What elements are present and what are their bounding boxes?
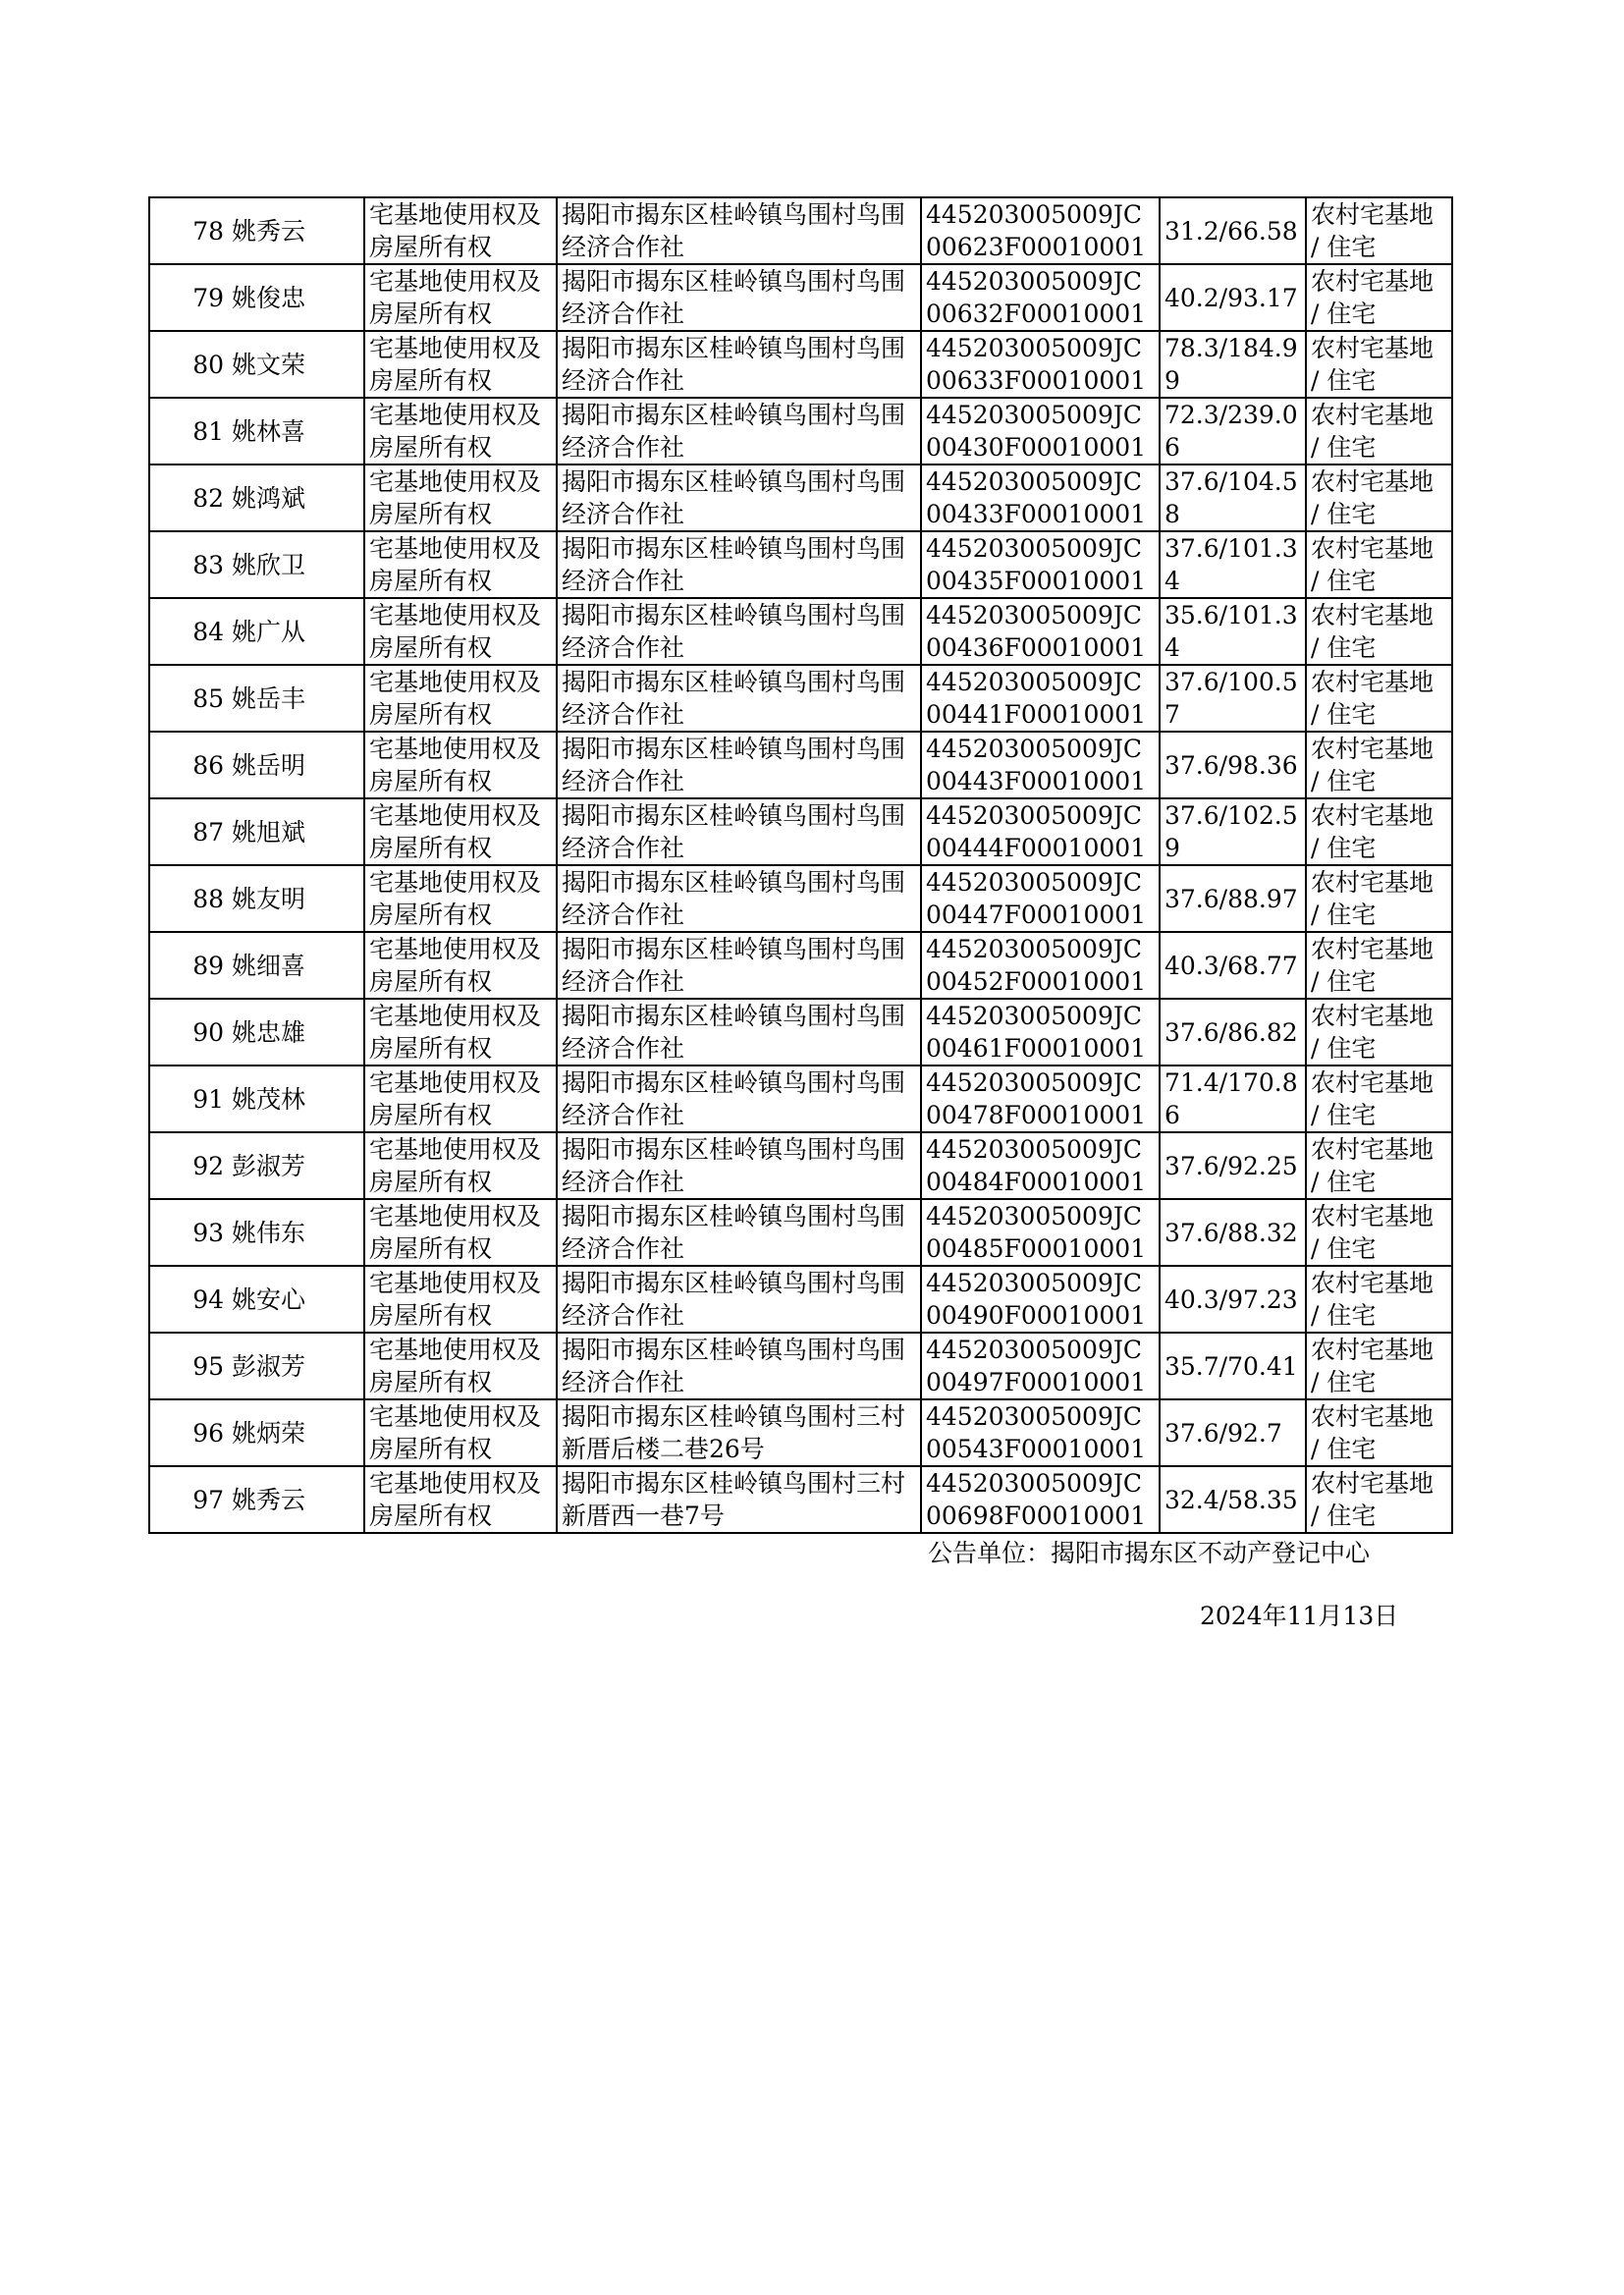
right-type: 宅基地使用权及房屋所有权	[364, 1466, 557, 1533]
land-use: 农村宅基地 / 住宅	[1306, 798, 1452, 865]
area-value: 37.6/102.59	[1160, 798, 1306, 865]
property-location: 揭阳市揭东区桂岭镇鸟围村鸟围经济合作社	[557, 531, 921, 598]
table-row	[149, 398, 1452, 464]
property-location: 揭阳市揭东区桂岭镇鸟围村鸟围经济合作社	[557, 1266, 921, 1333]
property-location: 揭阳市揭东区桂岭镇鸟围村鸟围经济合作社	[557, 1333, 921, 1399]
land-use: 农村宅基地 / 住宅	[1306, 331, 1452, 398]
land-use: 农村宅基地 / 住宅	[1306, 1466, 1452, 1533]
unit-number: 445203005009JC00441F00010001	[921, 665, 1160, 732]
property-location: 揭阳市揭东区桂岭镇鸟围村鸟围经济合作社	[557, 1132, 921, 1199]
unit-number: 445203005009JC00443F00010001	[921, 732, 1160, 798]
row-number: 95	[149, 1333, 228, 1399]
right-type: 宅基地使用权及房屋所有权	[364, 531, 557, 598]
property-location: 揭阳市揭东区桂岭镇鸟围村鸟围经济合作社	[557, 798, 921, 865]
row-number: 88	[149, 865, 228, 932]
property-location: 揭阳市揭东区桂岭镇鸟围村鸟围经济合作社	[557, 932, 921, 999]
unit-number: 445203005009JC00623F00010001	[921, 197, 1160, 264]
land-use: 农村宅基地 / 住宅	[1306, 665, 1452, 732]
property-location: 揭阳市揭东区桂岭镇鸟围村三村新厝西一巷7号	[557, 1466, 921, 1533]
table-row	[149, 865, 1452, 932]
land-use: 农村宅基地 / 住宅	[1306, 1399, 1452, 1466]
owner-name: 姚林喜	[228, 398, 364, 464]
row-number: 94	[149, 1266, 228, 1333]
row-number: 86	[149, 732, 228, 798]
area-value: 37.6/92.25	[1160, 1132, 1306, 1199]
row-number: 91	[149, 1066, 228, 1132]
area-value: 37.6/88.32	[1160, 1199, 1306, 1266]
area-value: 71.4/170.86	[1160, 1066, 1306, 1132]
row-number: 83	[149, 531, 228, 598]
property-location: 揭阳市揭东区桂岭镇鸟围村三村新厝后楼二巷26号	[557, 1399, 921, 1466]
right-type: 宅基地使用权及房屋所有权	[364, 398, 557, 464]
table-row	[149, 999, 1452, 1066]
table-row	[149, 531, 1452, 598]
right-type: 宅基地使用权及房屋所有权	[364, 1333, 557, 1399]
row-number: 84	[149, 598, 228, 665]
row-number: 85	[149, 665, 228, 732]
property-location: 揭阳市揭东区桂岭镇鸟围村鸟围经济合作社	[557, 732, 921, 798]
land-use: 农村宅基地 / 住宅	[1306, 932, 1452, 999]
unit-number: 445203005009JC00452F00010001	[921, 932, 1160, 999]
row-number: 96	[149, 1399, 228, 1466]
unit-number: 445203005009JC00484F00010001	[921, 1132, 1160, 1199]
unit-number: 445203005009JC00633F00010001	[921, 331, 1160, 398]
owner-name: 姚旭斌	[228, 798, 364, 865]
right-type: 宅基地使用权及房屋所有权	[364, 264, 557, 331]
owner-name: 姚炳荣	[228, 1399, 364, 1466]
area-value: 37.6/100.57	[1160, 665, 1306, 732]
unit-number: 445203005009JC00632F00010001	[921, 264, 1160, 331]
right-type: 宅基地使用权及房屋所有权	[364, 665, 557, 732]
owner-name: 姚友明	[228, 865, 364, 932]
owner-name: 姚茂林	[228, 1066, 364, 1132]
property-location: 揭阳市揭东区桂岭镇鸟围村鸟围经济合作社	[557, 197, 921, 264]
unit-number: 445203005009JC00490F00010001	[921, 1266, 1160, 1333]
area-value: 37.6/88.97	[1160, 865, 1306, 932]
property-location: 揭阳市揭东区桂岭镇鸟围村鸟围经济合作社	[557, 1199, 921, 1266]
land-use: 农村宅基地 / 住宅	[1306, 598, 1452, 665]
area-value: 72.3/239.06	[1160, 398, 1306, 464]
table-row	[149, 1266, 1452, 1333]
unit-number: 445203005009JC00485F00010001	[921, 1199, 1160, 1266]
row-number: 79	[149, 264, 228, 331]
row-number: 82	[149, 464, 228, 531]
owner-name: 姚文荣	[228, 331, 364, 398]
row-number: 89	[149, 932, 228, 999]
area-value: 37.6/98.36	[1160, 732, 1306, 798]
land-use: 农村宅基地 / 住宅	[1306, 732, 1452, 798]
land-use: 农村宅基地 / 住宅	[1306, 398, 1452, 464]
table-row	[149, 1066, 1452, 1132]
owner-name: 姚秀云	[228, 1466, 364, 1533]
right-type: 宅基地使用权及房屋所有权	[364, 865, 557, 932]
owner-name: 彭淑芳	[228, 1132, 364, 1199]
owner-name: 彭淑芳	[228, 1333, 364, 1399]
area-value: 40.3/97.23	[1160, 1266, 1306, 1333]
unit-number: 445203005009JC00433F00010001	[921, 464, 1160, 531]
right-type: 宅基地使用权及房屋所有权	[364, 331, 557, 398]
property-location: 揭阳市揭东区桂岭镇鸟围村鸟围经济合作社	[557, 598, 921, 665]
table-row	[149, 1399, 1452, 1466]
table-row	[149, 732, 1452, 798]
row-number: 80	[149, 331, 228, 398]
owner-name: 姚广从	[228, 598, 364, 665]
area-value: 37.6/104.58	[1160, 464, 1306, 531]
row-number: 97	[149, 1466, 228, 1533]
table-body	[149, 197, 1452, 1533]
right-type: 宅基地使用权及房屋所有权	[364, 1066, 557, 1132]
land-use: 农村宅基地 / 住宅	[1306, 197, 1452, 264]
table-row	[149, 1333, 1452, 1399]
property-location: 揭阳市揭东区桂岭镇鸟围村鸟围经济合作社	[557, 398, 921, 464]
area-value: 37.6/101.34	[1160, 531, 1306, 598]
right-type: 宅基地使用权及房屋所有权	[364, 598, 557, 665]
owner-name: 姚岳明	[228, 732, 364, 798]
registration-notice-table	[148, 196, 1453, 1534]
unit-number: 445203005009JC00435F00010001	[921, 531, 1160, 598]
owner-name: 姚俊忠	[228, 264, 364, 331]
owner-name: 姚伟东	[228, 1199, 364, 1266]
right-type: 宅基地使用权及房屋所有权	[364, 1399, 557, 1466]
land-use: 农村宅基地 / 住宅	[1306, 1199, 1452, 1266]
row-number: 81	[149, 398, 228, 464]
unit-number: 445203005009JC00447F00010001	[921, 865, 1160, 932]
right-type: 宅基地使用权及房屋所有权	[364, 1199, 557, 1266]
area-value: 37.6/86.82	[1160, 999, 1306, 1066]
unit-number: 445203005009JC00444F00010001	[921, 798, 1160, 865]
notice-date: 2024年11月13日	[1200, 1602, 1399, 1630]
unit-number: 445203005009JC00461F00010001	[921, 999, 1160, 1066]
land-use: 农村宅基地 / 住宅	[1306, 1066, 1452, 1132]
row-number: 78	[149, 197, 228, 264]
property-location: 揭阳市揭东区桂岭镇鸟围村鸟围经济合作社	[557, 1066, 921, 1132]
row-number: 93	[149, 1199, 228, 1266]
owner-name: 姚安心	[228, 1266, 364, 1333]
area-value: 35.6/101.34	[1160, 598, 1306, 665]
land-use: 农村宅基地 / 住宅	[1306, 464, 1452, 531]
owner-name: 姚秀云	[228, 197, 364, 264]
table-row	[149, 464, 1452, 531]
row-number: 87	[149, 798, 228, 865]
owner-name: 姚忠雄	[228, 999, 364, 1066]
area-value: 40.2/93.17	[1160, 264, 1306, 331]
right-type: 宅基地使用权及房屋所有权	[364, 999, 557, 1066]
property-location: 揭阳市揭东区桂岭镇鸟围村鸟围经济合作社	[557, 999, 921, 1066]
table-row	[149, 1466, 1452, 1533]
land-use: 农村宅基地 / 住宅	[1306, 999, 1452, 1066]
area-value: 40.3/68.77	[1160, 932, 1306, 999]
right-type: 宅基地使用权及房屋所有权	[364, 197, 557, 264]
table-row	[149, 665, 1452, 732]
property-location: 揭阳市揭东区桂岭镇鸟围村鸟围经济合作社	[557, 865, 921, 932]
unit-number: 445203005009JC00698F00010001	[921, 1466, 1160, 1533]
table-row	[149, 331, 1452, 398]
right-type: 宅基地使用权及房屋所有权	[364, 798, 557, 865]
issuing-unit: 公告单位：揭阳市揭东区不动产登记中心	[928, 1539, 1371, 1567]
table-row	[149, 598, 1452, 665]
area-value: 37.6/92.7	[1160, 1399, 1306, 1466]
table-row	[149, 1199, 1452, 1266]
owner-name: 姚鸿斌	[228, 464, 364, 531]
owner-name: 姚欣卫	[228, 531, 364, 598]
right-type: 宅基地使用权及房屋所有权	[364, 1132, 557, 1199]
row-number: 90	[149, 999, 228, 1066]
right-type: 宅基地使用权及房屋所有权	[364, 464, 557, 531]
property-location: 揭阳市揭东区桂岭镇鸟围村鸟围经济合作社	[557, 665, 921, 732]
right-type: 宅基地使用权及房屋所有权	[364, 732, 557, 798]
land-use: 农村宅基地 / 住宅	[1306, 865, 1452, 932]
right-type: 宅基地使用权及房屋所有权	[364, 1266, 557, 1333]
owner-name: 姚岳丰	[228, 665, 364, 732]
land-use: 农村宅基地 / 住宅	[1306, 531, 1452, 598]
land-use: 农村宅基地 / 住宅	[1306, 1132, 1452, 1199]
land-use: 农村宅基地 / 住宅	[1306, 1333, 1452, 1399]
table-row	[149, 264, 1452, 331]
table-row	[149, 197, 1452, 264]
unit-number: 445203005009JC00430F00010001	[921, 398, 1160, 464]
area-value: 31.2/66.58	[1160, 197, 1306, 264]
table-row	[149, 932, 1452, 999]
unit-number: 445203005009JC00436F00010001	[921, 598, 1160, 665]
area-value: 78.3/184.99	[1160, 331, 1306, 398]
table-row	[149, 798, 1452, 865]
property-location: 揭阳市揭东区桂岭镇鸟围村鸟围经济合作社	[557, 331, 921, 398]
row-number: 92	[149, 1132, 228, 1199]
right-type: 宅基地使用权及房屋所有权	[364, 932, 557, 999]
unit-number: 445203005009JC00478F00010001	[921, 1066, 1160, 1132]
unit-number: 445203005009JC00497F00010001	[921, 1333, 1160, 1399]
property-location: 揭阳市揭东区桂岭镇鸟围村鸟围经济合作社	[557, 264, 921, 331]
area-value: 35.7/70.41	[1160, 1333, 1306, 1399]
table-row	[149, 1132, 1452, 1199]
property-location: 揭阳市揭东区桂岭镇鸟围村鸟围经济合作社	[557, 464, 921, 531]
unit-number: 445203005009JC00543F00010001	[921, 1399, 1160, 1466]
land-use: 农村宅基地 / 住宅	[1306, 1266, 1452, 1333]
land-use: 农村宅基地 / 住宅	[1306, 264, 1452, 331]
area-value: 32.4/58.35	[1160, 1466, 1306, 1533]
owner-name: 姚细喜	[228, 932, 364, 999]
